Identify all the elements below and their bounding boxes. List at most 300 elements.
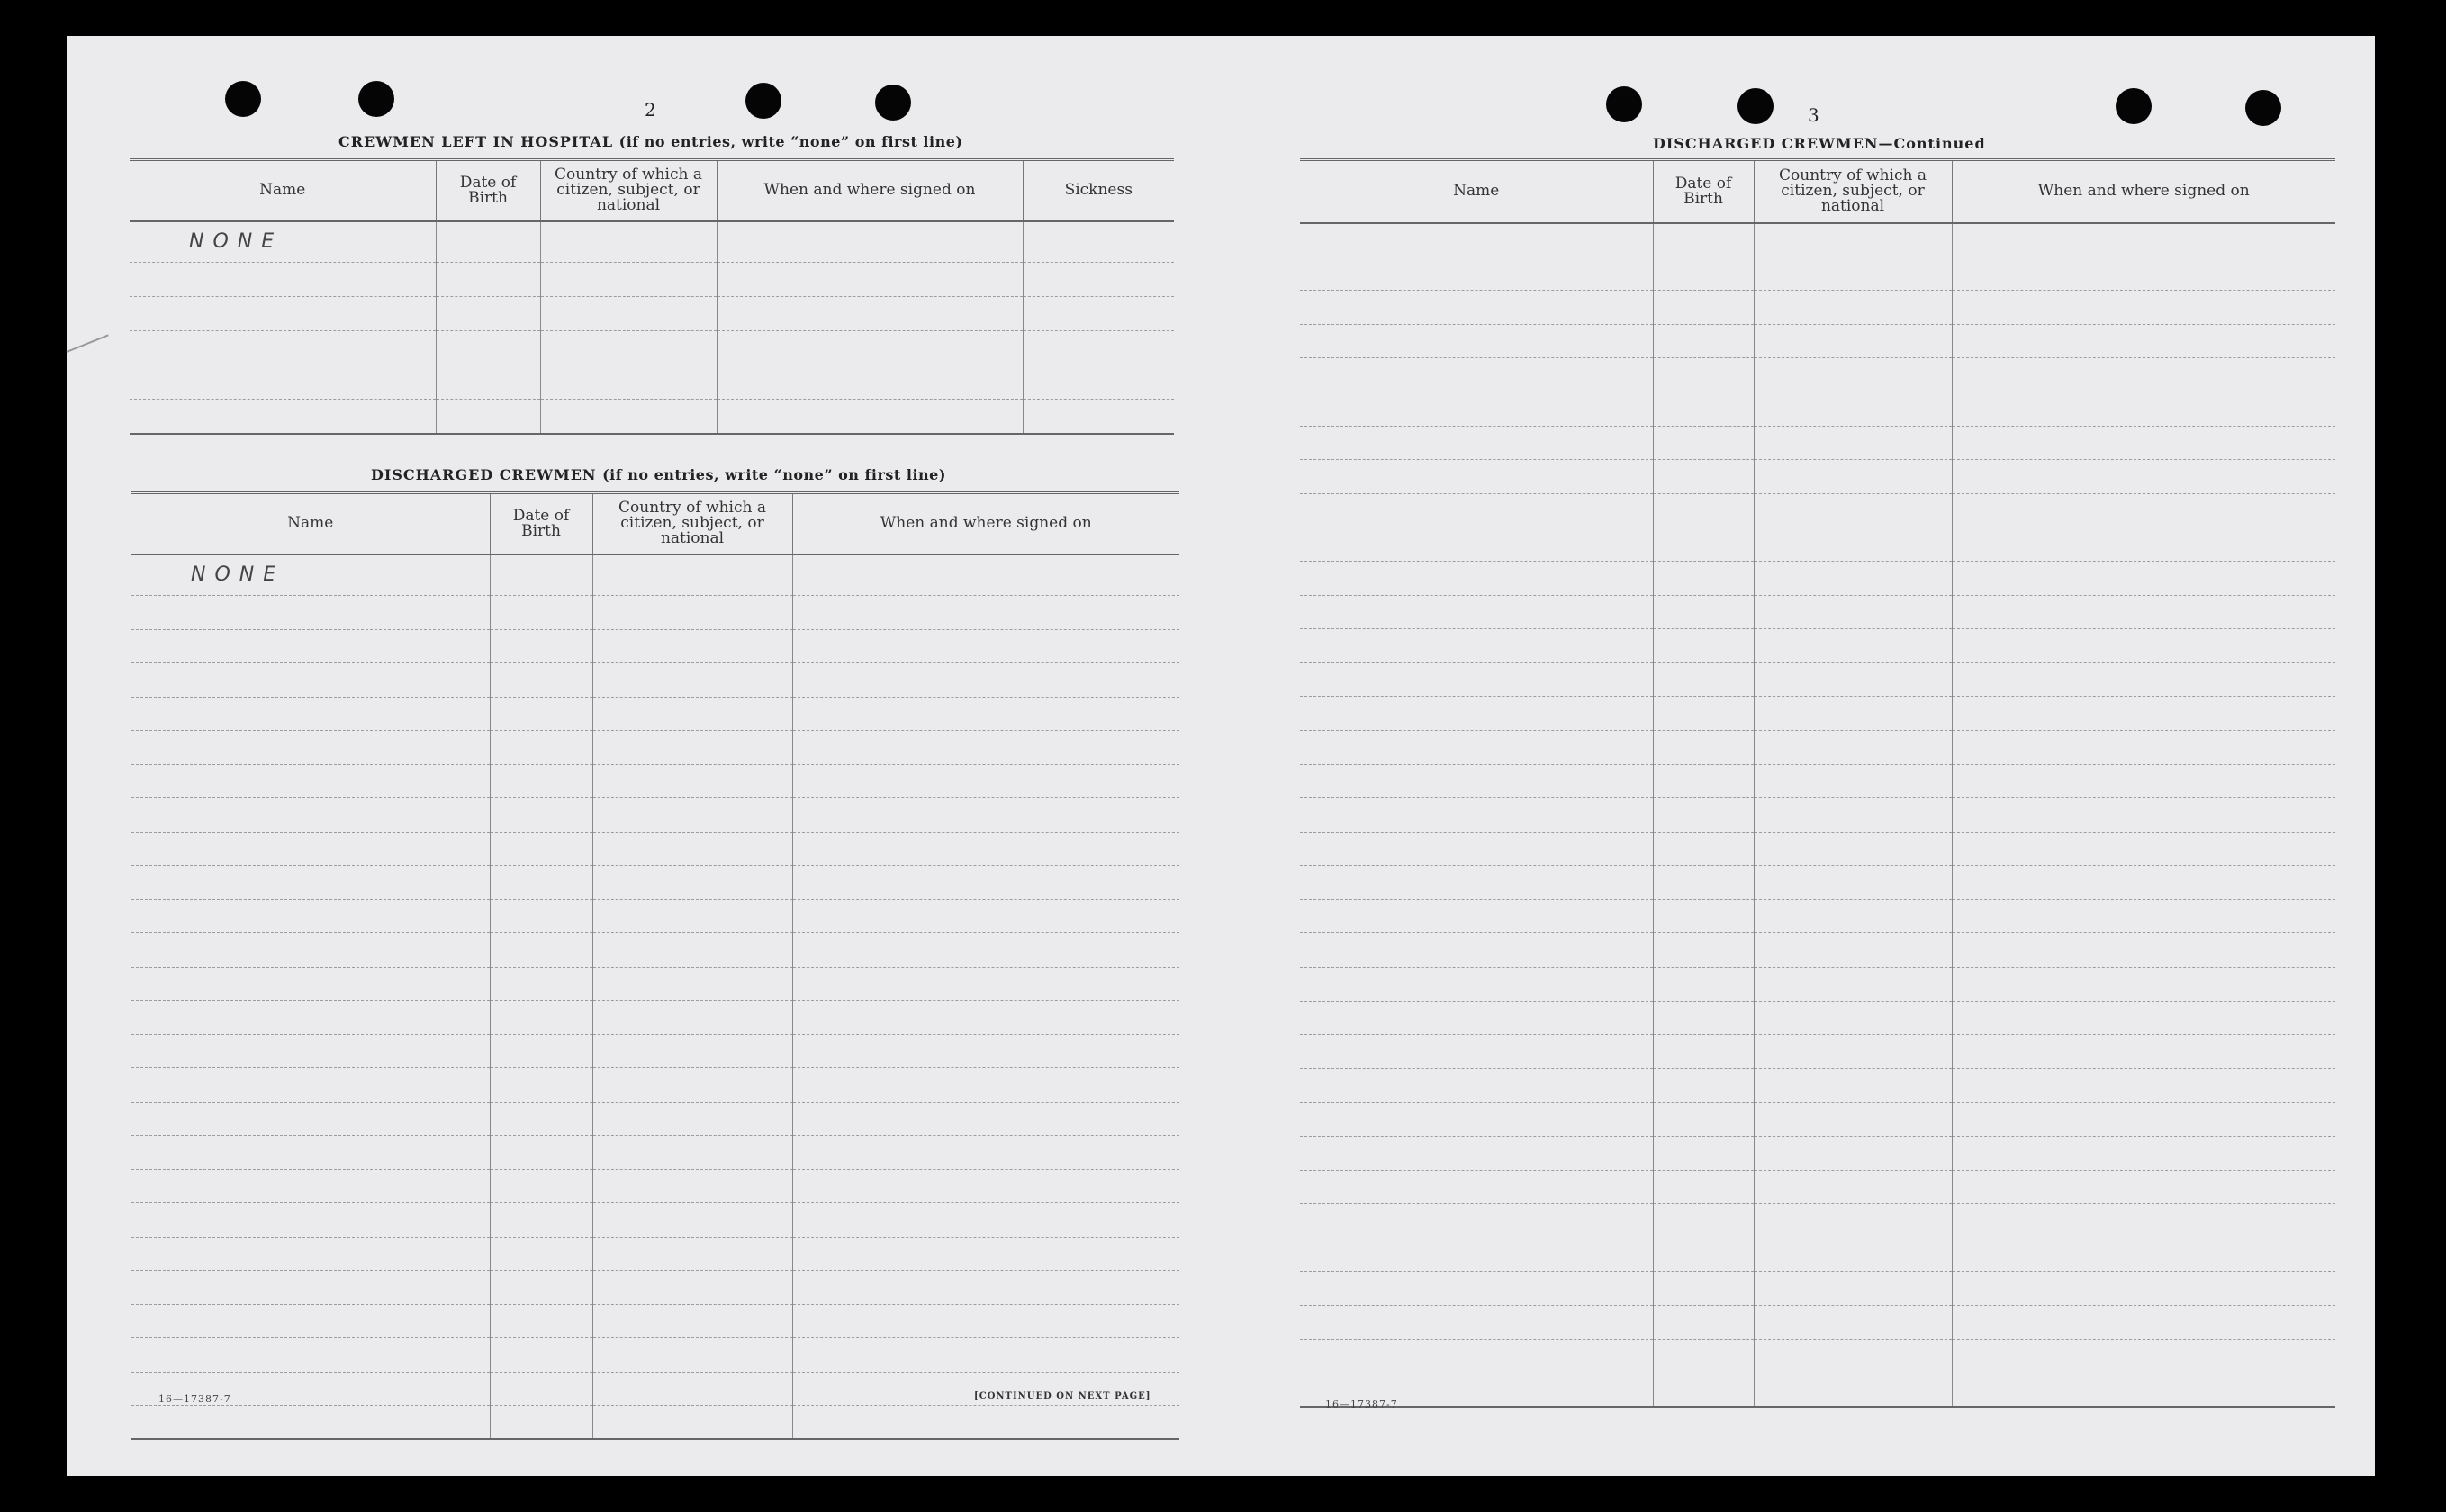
table-cell[interactable]: [1754, 1306, 1952, 1340]
table-cell[interactable]: [1300, 1170, 1653, 1204]
table-cell[interactable]: [717, 297, 1023, 331]
table-cell[interactable]: [490, 798, 592, 832]
punch-hole: [358, 81, 394, 117]
table-cell[interactable]: [1952, 1339, 2335, 1373]
table-cell[interactable]: [490, 933, 592, 968]
col-name: Name: [130, 160, 436, 221]
table-row: [131, 697, 1179, 731]
table-cell[interactable]: [490, 1203, 592, 1238]
table-cell[interactable]: [1300, 764, 1653, 798]
table-cell[interactable]: [1300, 798, 1653, 832]
table-row: [131, 731, 1179, 765]
table-cell[interactable]: [592, 1102, 792, 1136]
table-cell[interactable]: [1653, 1102, 1754, 1137]
table-cell[interactable]: [1300, 662, 1653, 697]
table-cell[interactable]: [131, 1034, 490, 1068]
table-cell[interactable]: [1754, 866, 1952, 900]
table-cell[interactable]: [1952, 291, 2335, 325]
table-cell[interactable]: [490, 596, 592, 630]
table-cell[interactable]: [1754, 730, 1952, 764]
table-cell[interactable]: [1653, 933, 1754, 968]
table-row: [1300, 1306, 2335, 1340]
table-row: [1300, 1272, 2335, 1306]
table-cell[interactable]: [436, 297, 540, 331]
table-cell[interactable]: [792, 832, 1179, 866]
table-cell[interactable]: [1653, 1068, 1754, 1102]
table-cell[interactable]: [436, 221, 540, 263]
table-cell[interactable]: [1653, 798, 1754, 832]
table-cell[interactable]: [490, 899, 592, 933]
table-cell[interactable]: [592, 1068, 792, 1102]
table-cell[interactable]: [592, 731, 792, 765]
table-cell[interactable]: [131, 1169, 490, 1203]
table-cell[interactable]: [1952, 324, 2335, 358]
table-cell[interactable]: [1952, 1001, 2335, 1035]
table-cell[interactable]: [1023, 297, 1174, 331]
table-cell[interactable]: [1952, 595, 2335, 629]
table-cell[interactable]: [1754, 324, 1952, 358]
table-cell[interactable]: [1300, 1306, 1653, 1340]
table-cell[interactable]: [592, 1034, 792, 1068]
table-cell[interactable]: [1952, 1170, 2335, 1204]
table-cell[interactable]: [131, 1136, 490, 1170]
table-cell[interactable]: [131, 1406, 490, 1440]
table-cell[interactable]: [792, 554, 1179, 596]
table-cell[interactable]: [1653, 223, 1754, 257]
table-cell[interactable]: [592, 663, 792, 698]
table-cell[interactable]: [490, 1136, 592, 1170]
table-cell[interactable]: [490, 1237, 592, 1271]
table-cell[interactable]: [1300, 629, 1653, 663]
table-cell[interactable]: [1952, 933, 2335, 968]
table-cell[interactable]: [792, 1102, 1179, 1136]
table-cell[interactable]: [131, 1338, 490, 1372]
table-cell[interactable]: [1754, 1238, 1952, 1272]
table-cell[interactable]: [1952, 426, 2335, 460]
table-row: [131, 1102, 1179, 1136]
table-cell[interactable]: [1952, 832, 2335, 866]
table-cell[interactable]: [1300, 1339, 1653, 1373]
table-cell[interactable]: [792, 866, 1179, 900]
table-cell[interactable]: [436, 400, 540, 434]
table-row: [1300, 392, 2335, 426]
table-cell[interactable]: [1952, 1102, 2335, 1137]
table-cell[interactable]: [1300, 1238, 1653, 1272]
table-cell[interactable]: [490, 764, 592, 798]
table-cell[interactable]: [1952, 561, 2335, 595]
table-cell[interactable]: [436, 263, 540, 297]
table-cell[interactable]: [1653, 1001, 1754, 1035]
table-cell[interactable]: [792, 1237, 1179, 1271]
table-cell[interactable]: [592, 798, 792, 832]
table-cell[interactable]: [1952, 662, 2335, 697]
col-date-of-birth: Date of Birth: [1653, 160, 1754, 223]
table-cell[interactable]: [490, 1102, 592, 1136]
table-cell[interactable]: [792, 1271, 1179, 1305]
punch-hole: [225, 81, 261, 117]
table-cell[interactable]: [1653, 426, 1754, 460]
table-cell[interactable]: [1754, 899, 1952, 933]
table-cell[interactable]: [1952, 798, 2335, 832]
table-cell[interactable]: [1300, 426, 1653, 460]
table-cell[interactable]: [1653, 1170, 1754, 1204]
table-cell[interactable]: [130, 400, 436, 434]
col-name: Name: [1300, 160, 1653, 223]
table-cell[interactable]: [131, 629, 490, 663]
table-cell[interactable]: [1023, 331, 1174, 365]
table-cell[interactable]: [1023, 263, 1174, 297]
table-cell[interactable]: [1300, 1035, 1653, 1069]
table-cell[interactable]: [1754, 527, 1952, 562]
table-cell[interactable]: [540, 263, 717, 297]
table-cell[interactable]: [1653, 629, 1754, 663]
table-cell[interactable]: [1653, 460, 1754, 494]
table-cell[interactable]: [130, 331, 436, 365]
table-cell[interactable]: [490, 1338, 592, 1372]
table-cell[interactable]: [1653, 561, 1754, 595]
table-cell[interactable]: [490, 629, 592, 663]
table-cell[interactable]: [1653, 1035, 1754, 1069]
table-row: [131, 967, 1179, 1001]
table-cell[interactable]: [490, 1372, 592, 1406]
table-cell[interactable]: [131, 1203, 490, 1238]
table-cell[interactable]: [1300, 697, 1653, 731]
table-cell[interactable]: [131, 1271, 490, 1305]
table-cell[interactable]: [1023, 400, 1174, 434]
table-cell[interactable]: [131, 1237, 490, 1271]
table-cell[interactable]: [1300, 358, 1653, 392]
table-cell[interactable]: [540, 221, 717, 263]
table-cell[interactable]: [490, 832, 592, 866]
table-cell[interactable]: [1300, 527, 1653, 562]
table-cell[interactable]: [717, 365, 1023, 400]
table-cell[interactable]: [131, 832, 490, 866]
table-cell[interactable]: [1300, 595, 1653, 629]
table-cell[interactable]: [1754, 256, 1952, 291]
table-cell[interactable]: [792, 697, 1179, 731]
table-cell[interactable]: [490, 967, 592, 1001]
table-cell[interactable]: [1653, 493, 1754, 527]
table-cell[interactable]: [1653, 595, 1754, 629]
table-row: [1300, 730, 2335, 764]
table-cell[interactable]: [792, 663, 1179, 698]
table-cell[interactable]: [436, 331, 540, 365]
table-cell[interactable]: [792, 629, 1179, 663]
table-cell[interactable]: [1023, 221, 1174, 263]
table-cell[interactable]: [1754, 1035, 1952, 1069]
table-cell[interactable]: [592, 967, 792, 1001]
table-cell[interactable]: [490, 731, 592, 765]
table-row: [131, 1338, 1179, 1372]
table-cell[interactable]: [1653, 527, 1754, 562]
table-cell[interactable]: [1952, 493, 2335, 527]
col-country: Country of which a citizen, subject, or national: [1754, 160, 1952, 223]
table-cell[interactable]: [131, 1102, 490, 1136]
table-cell[interactable]: [717, 331, 1023, 365]
table-cell[interactable]: [1653, 866, 1754, 900]
table-cell[interactable]: [1653, 1339, 1754, 1373]
table-cell[interactable]: [1653, 1204, 1754, 1238]
table-cell[interactable]: [792, 933, 1179, 968]
table-cell[interactable]: [1754, 798, 1952, 832]
table-row: [1300, 1035, 2335, 1069]
table-cell[interactable]: [1653, 1272, 1754, 1306]
table-cell[interactable]: [592, 1304, 792, 1338]
table-cell[interactable]: [1300, 730, 1653, 764]
table-cell[interactable]: [1300, 561, 1653, 595]
table-cell[interactable]: [1754, 629, 1952, 663]
table-row: [1300, 527, 2335, 562]
table-cell[interactable]: [131, 663, 490, 698]
table-cell[interactable]: [1300, 493, 1653, 527]
table-cell[interactable]: [717, 263, 1023, 297]
table-cell[interactable]: [1653, 1238, 1754, 1272]
table-cell[interactable]: [1952, 1238, 2335, 1272]
table-cell[interactable]: [1952, 866, 2335, 900]
table-cell[interactable]: [792, 731, 1179, 765]
table-cell[interactable]: [1300, 291, 1653, 325]
table-cell[interactable]: [792, 1304, 1179, 1338]
table-cell[interactable]: [1754, 223, 1952, 257]
table-cell[interactable]: [1653, 730, 1754, 764]
table-cell[interactable]: [131, 764, 490, 798]
table-cell[interactable]: [792, 1203, 1179, 1238]
table-cell[interactable]: [1653, 764, 1754, 798]
table-cell[interactable]: [490, 1271, 592, 1305]
table-cell[interactable]: [1300, 866, 1653, 900]
table-cell[interactable]: [1653, 697, 1754, 731]
table-cell[interactable]: [131, 731, 490, 765]
table-cell[interactable]: [1300, 223, 1653, 257]
handwritten-entry: NONE: [191, 563, 285, 587]
table-cell[interactable]: [1754, 697, 1952, 731]
table-cell[interactable]: [1300, 1137, 1653, 1171]
table-cell[interactable]: [1300, 1001, 1653, 1035]
table-cell[interactable]: [1653, 968, 1754, 1002]
table-cell[interactable]: [592, 1372, 792, 1406]
table-cell[interactable]: [592, 1169, 792, 1203]
table-cell[interactable]: [1300, 1102, 1653, 1137]
table-cell[interactable]: [490, 1034, 592, 1068]
table-cell[interactable]: [792, 1068, 1179, 1102]
table-cell[interactable]: [1653, 899, 1754, 933]
table-cell[interactable]: [1754, 1272, 1952, 1306]
table-cell[interactable]: [592, 1338, 792, 1372]
table-cell[interactable]: [1300, 933, 1653, 968]
table-cell[interactable]: [1754, 1339, 1952, 1373]
table-cell[interactable]: [1300, 899, 1653, 933]
table-cell[interactable]: [131, 899, 490, 933]
table-cell[interactable]: [1754, 662, 1952, 697]
table-cell[interactable]: [1952, 392, 2335, 426]
table-cell[interactable]: [1754, 1001, 1952, 1035]
table-cell[interactable]: [1952, 527, 2335, 562]
table-cell[interactable]: [1300, 324, 1653, 358]
table-row: [131, 764, 1179, 798]
table-cell[interactable]: [592, 933, 792, 968]
table-cell[interactable]: [131, 967, 490, 1001]
table-cell[interactable]: [1754, 1068, 1952, 1102]
table-cell[interactable]: [131, 933, 490, 968]
table-cell[interactable]: [130, 365, 436, 400]
table-cell[interactable]: [1300, 968, 1653, 1002]
table-row: [1300, 1373, 2335, 1408]
table-cell[interactable]: [592, 1136, 792, 1170]
table-cell[interactable]: [540, 365, 717, 400]
table-cell[interactable]: [1754, 426, 1952, 460]
table-cell[interactable]: [792, 764, 1179, 798]
table-row: [131, 1169, 1179, 1203]
table-cell[interactable]: [1952, 1373, 2335, 1408]
table-cell[interactable]: [1023, 365, 1174, 400]
table-cell[interactable]: [540, 400, 717, 434]
table-cell[interactable]: [592, 1271, 792, 1305]
table-cell[interactable]: [792, 798, 1179, 832]
table-row: [1300, 629, 2335, 663]
table-cell[interactable]: [792, 1406, 1179, 1440]
table-cell[interactable]: [1952, 1306, 2335, 1340]
table-cell[interactable]: [1952, 730, 2335, 764]
table-cell[interactable]: [592, 764, 792, 798]
table-cell[interactable]: [490, 866, 592, 900]
table-cell[interactable]: [792, 967, 1179, 1001]
table-cell[interactable]: [490, 697, 592, 731]
table-cell[interactable]: [1754, 561, 1952, 595]
table-cell[interactable]: [592, 899, 792, 933]
table-cell[interactable]: [1754, 1373, 1952, 1408]
hospital-row-name[interactable]: [130, 221, 436, 263]
table-cell[interactable]: [1754, 933, 1952, 968]
table-cell[interactable]: [1653, 392, 1754, 426]
table-cell[interactable]: [1653, 662, 1754, 697]
table-cell[interactable]: [1754, 460, 1952, 494]
table-cell[interactable]: [592, 1406, 792, 1440]
table-cell[interactable]: [1952, 629, 2335, 663]
hospital-section-title: [338, 133, 962, 150]
table-cell[interactable]: [1754, 968, 1952, 1002]
table-cell[interactable]: [1952, 1204, 2335, 1238]
table-cell[interactable]: [1300, 1068, 1653, 1102]
table-cell[interactable]: [490, 663, 592, 698]
table-cell[interactable]: [131, 1068, 490, 1102]
table-cell[interactable]: [490, 1001, 592, 1035]
table-cell[interactable]: [130, 263, 436, 297]
table-cell[interactable]: [1300, 392, 1653, 426]
table-cell[interactable]: [130, 297, 436, 331]
table-cell[interactable]: [490, 1169, 592, 1203]
table-cell[interactable]: [592, 629, 792, 663]
table-cell[interactable]: [1653, 832, 1754, 866]
table-cell[interactable]: [792, 1034, 1179, 1068]
table-cell[interactable]: [131, 697, 490, 731]
table-cell[interactable]: [131, 596, 490, 630]
table-cell[interactable]: [592, 554, 792, 596]
table-cell[interactable]: [1754, 764, 1952, 798]
table-cell[interactable]: [1653, 291, 1754, 325]
table-cell[interactable]: [592, 1001, 792, 1035]
table-cell[interactable]: [1653, 1137, 1754, 1171]
document-sheet: [67, 36, 2375, 1476]
table-cell[interactable]: [592, 697, 792, 731]
table-cell[interactable]: [1754, 493, 1952, 527]
table-cell[interactable]: [131, 798, 490, 832]
table-cell[interactable]: [1952, 256, 2335, 291]
table-cell[interactable]: [1300, 1272, 1653, 1306]
table-cell[interactable]: [1653, 358, 1754, 392]
table-cell[interactable]: [131, 1304, 490, 1338]
table-cell[interactable]: [1952, 1272, 2335, 1306]
table-cell[interactable]: [792, 1338, 1179, 1372]
table-cell[interactable]: [1952, 764, 2335, 798]
table-cell[interactable]: [792, 1001, 1179, 1035]
table-cell[interactable]: [1952, 223, 2335, 257]
table-cell[interactable]: [1300, 460, 1653, 494]
table-cell[interactable]: [717, 221, 1023, 263]
table-cell[interactable]: [1754, 1137, 1952, 1171]
table-cell[interactable]: [490, 1304, 592, 1338]
table-cell[interactable]: [1754, 595, 1952, 629]
table-cell[interactable]: [1754, 1170, 1952, 1204]
table-cell[interactable]: [1952, 968, 2335, 1002]
table-cell[interactable]: [1952, 697, 2335, 731]
table-cell[interactable]: [792, 596, 1179, 630]
table-cell[interactable]: [1300, 256, 1653, 291]
table-cell[interactable]: [1952, 1035, 2335, 1069]
table-row: [1300, 358, 2335, 392]
table-row: [131, 1136, 1179, 1170]
table-cell[interactable]: [131, 1001, 490, 1035]
table-cell[interactable]: [592, 1203, 792, 1238]
table-cell[interactable]: [540, 297, 717, 331]
table-cell[interactable]: [490, 1406, 592, 1440]
table-cell[interactable]: [131, 866, 490, 900]
table-cell[interactable]: [592, 1237, 792, 1271]
table-cell[interactable]: [1754, 1102, 1952, 1137]
table-cell[interactable]: [1952, 460, 2335, 494]
discharged-row-name[interactable]: [131, 554, 490, 596]
table-cell[interactable]: [1952, 1137, 2335, 1171]
table-cell[interactable]: [1952, 1068, 2335, 1102]
table-cell[interactable]: [1754, 392, 1952, 426]
table-cell[interactable]: [792, 899, 1179, 933]
table-cell[interactable]: [540, 331, 717, 365]
table-cell[interactable]: [1754, 832, 1952, 866]
table-cell[interactable]: [1653, 256, 1754, 291]
table-cell[interactable]: [592, 596, 792, 630]
table-cell[interactable]: [1754, 1204, 1952, 1238]
table-cell[interactable]: [792, 1169, 1179, 1203]
table-cell[interactable]: [592, 866, 792, 900]
table-cell[interactable]: [1952, 358, 2335, 392]
table-cell[interactable]: [1300, 832, 1653, 866]
table-cell[interactable]: [792, 1136, 1179, 1170]
table-row: [1300, 1204, 2335, 1238]
table-cell[interactable]: [1754, 291, 1952, 325]
table-cell[interactable]: [1754, 358, 1952, 392]
table-cell[interactable]: [1653, 1373, 1754, 1408]
punch-hole: [1606, 86, 1642, 122]
table-cell[interactable]: [592, 832, 792, 866]
hospital-table: [130, 158, 1174, 435]
table-cell[interactable]: [1653, 1306, 1754, 1340]
table-cell[interactable]: [1952, 899, 2335, 933]
table-cell[interactable]: [490, 554, 592, 596]
table-cell[interactable]: [436, 365, 540, 400]
table-cell[interactable]: [717, 400, 1023, 434]
table-cell[interactable]: [490, 1068, 592, 1102]
table-cell[interactable]: [1300, 1204, 1653, 1238]
table-cell[interactable]: [1653, 324, 1754, 358]
